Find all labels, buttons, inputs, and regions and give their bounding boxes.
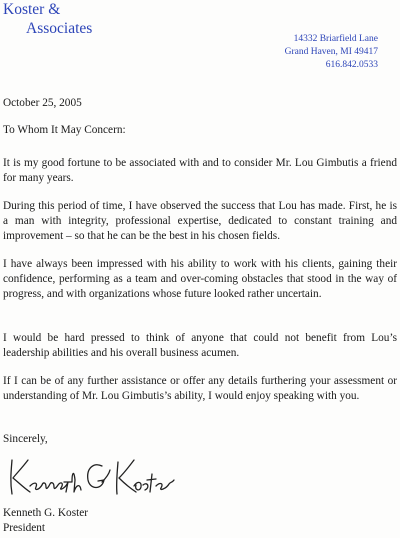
company-address	[285, 33, 378, 72]
letter-date: October 25, 2005	[3, 97, 82, 109]
letter-paragraph-1: It is my good fortune to be associated with and to consider Mr. Lou Gimbutis a friend for many years.	[3, 157, 397, 185]
signer-title: President	[3, 522, 46, 534]
company-letterhead	[3, 0, 92, 38]
letter-closing: Sincerely,	[3, 433, 48, 445]
letterhead-line-2: Associates	[26, 20, 93, 37]
letter-salutation: To Whom It May Concern:	[3, 124, 126, 136]
letter-paragraph-4: I would be hard pressed to think of anyone that could not benefit from Lou’s leadership abilities and his overall business acumen.	[3, 332, 397, 360]
letter-paragraph-2: During this period of time, I have observed the success that Lou has made. First, he is a man with integrity, professional expertise, dedicated to constant training and improvement – so that he can be the best in his chosen fields.	[3, 200, 397, 243]
address-city: Grand Haven, MI 49417	[284, 47, 378, 57]
handwritten-signature	[6, 452, 176, 502]
letter-paragraph-5: If I can be of any further assistance or offer any details furthering your assessment or understanding of Mr. Lou Gimbutis’s ability, I would enjoy speaking with you.	[3, 375, 397, 403]
letterhead-line-1: Koster &	[3, 1, 61, 18]
letter-paragraph-3: I have always been impressed with his ability to work with his clients, gaining their confidence, performing as a team and over-coming obstacles that stood in the way of progress, and with organizations whose future looked rather uncertain.	[3, 258, 397, 301]
address-phone: 616.842.0533	[325, 60, 378, 70]
address-street: 14332 Briarfield Lane	[293, 34, 378, 44]
signer-name: Kenneth G. Koster	[3, 507, 89, 519]
